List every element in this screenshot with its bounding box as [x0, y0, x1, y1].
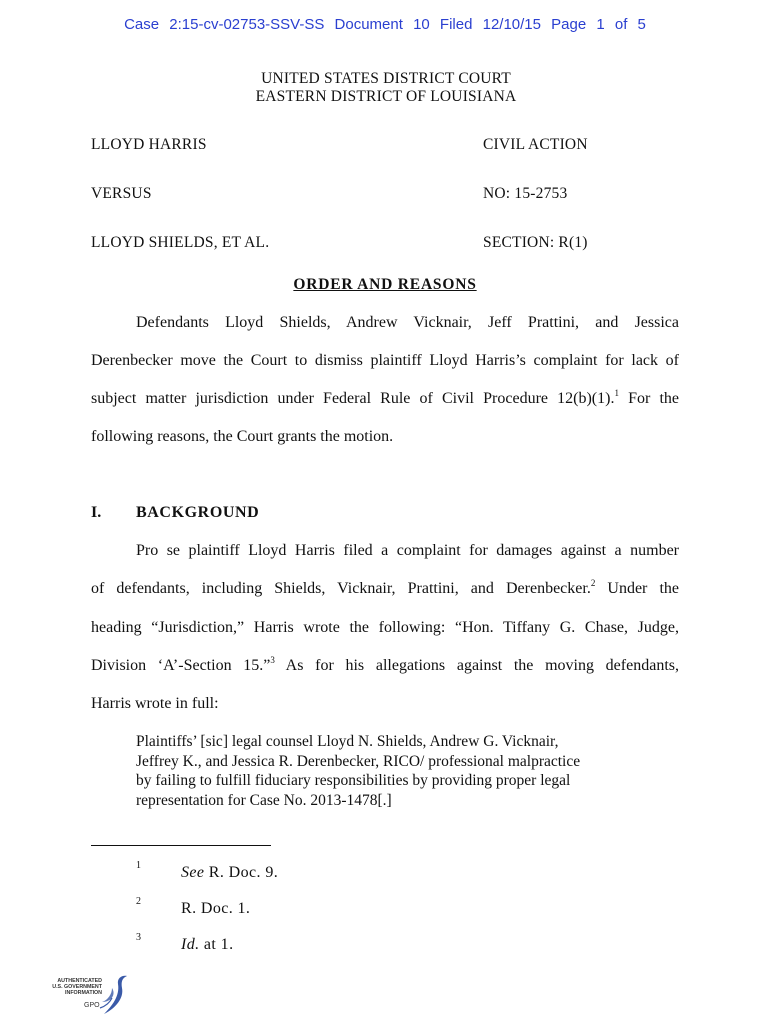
intro-line-3: subject matter jurisdiction under Federal Rule of Civil Procedure 12(b)(1).$^1$ For the: [91, 388, 680, 407]
logo-gpo-label: GPO: [84, 1002, 100, 1009]
background-line-2: of defendants, including Shields, Vicknair, Prattini, and Derenbecker.$^2$ Under the: [91, 578, 680, 597]
document-number: Document 10: [334, 16, 430, 33]
intro-line-4: following reasons, the Court grants the motion.: [91, 428, 394, 445]
background-line-4: Division ‘A’-Section 15.”$^3$ As for his allegations against the moving defendants,: [91, 655, 679, 674]
background-line-3: heading “Jurisdiction,” Harris wrote the following: “Hon. Tiffany G. Chase, Judge,: [91, 619, 679, 636]
intro-line-1: Defendants Lloyd Shields, Andrew Vicknair, Jeff Prattini, and Jessica: [136, 314, 679, 331]
footnote-number-3: 3: [136, 932, 141, 943]
court-line-2: EASTERN DISTRICT OF LOUISIANA: [255, 88, 517, 105]
page-indicator: Page 1 of 5: [551, 16, 646, 33]
caption-number: NO: 15-2753: [483, 185, 568, 202]
footnote-divider: [91, 845, 271, 846]
background-line-1: Pro se plaintiff Lloyd Harris filed a complaint for damages against a number: [136, 542, 679, 559]
logo-text: AUTHENTICATED U.S. GOVERNMENT INFORMATION: [52, 978, 102, 996]
footnote-3: Id. at 1.: [181, 936, 234, 953]
section-number: I.: [91, 504, 102, 521]
intro-line-2: Derenbecker move the Court to dismiss plaintiff Lloyd Harris’s complaint for lack of: [91, 352, 679, 369]
caption-action: CIVIL ACTION: [483, 136, 588, 153]
filed-date: Filed 12/10/15: [439, 16, 541, 33]
background-line-5: Harris wrote in full:: [91, 695, 219, 712]
gpo-authentication-logo: [40, 972, 130, 1016]
caption-plaintiff: LLOYD HARRIS: [91, 136, 207, 153]
court-name: [0, 70, 770, 106]
footnote-number-2: 2: [136, 896, 141, 907]
quote-line-4: representation for Case No. 2013-1478[.]: [136, 791, 392, 809]
filing-header: [0, 16, 770, 33]
footnote-2: R. Doc. 1.: [181, 900, 251, 917]
footnote-ref-2[interactable]: 2: [590, 578, 596, 588]
document-title: ORDER AND REASONS: [293, 276, 477, 293]
footnote-number-1: 1: [136, 860, 141, 871]
court-line-1: UNITED STATES DISTRICT COURT: [261, 70, 511, 87]
section-heading: BACKGROUND: [136, 504, 260, 521]
footnote-ref-1[interactable]: 1: [614, 388, 619, 398]
footnote-ref-3[interactable]: 3: [270, 655, 275, 665]
quote-line-3: by failing to fulfill fiduciary responsibilities by providing proper legal: [136, 772, 571, 789]
block-quote: [136, 732, 641, 810]
case-number: Case 2:15-cv-02753-SSV-SS: [124, 16, 325, 33]
quote-line-1: Plaintiffs’ [sic] legal counsel Lloyd N. Shields, Andrew G. Vicknair,: [136, 733, 559, 750]
quote-line-2: Jeffrey K., and Jessica R. Derenbecker, RICO/ professional malpractice: [136, 752, 581, 770]
caption-section: SECTION: R(1): [483, 234, 588, 251]
caption-defendants: LLOYD SHIELDS, ET AL.: [91, 234, 270, 251]
eagle-logo-icon: [98, 972, 130, 1016]
footnote-1: See R. Doc. 9.: [181, 864, 279, 881]
caption-versus: VERSUS: [91, 185, 152, 202]
